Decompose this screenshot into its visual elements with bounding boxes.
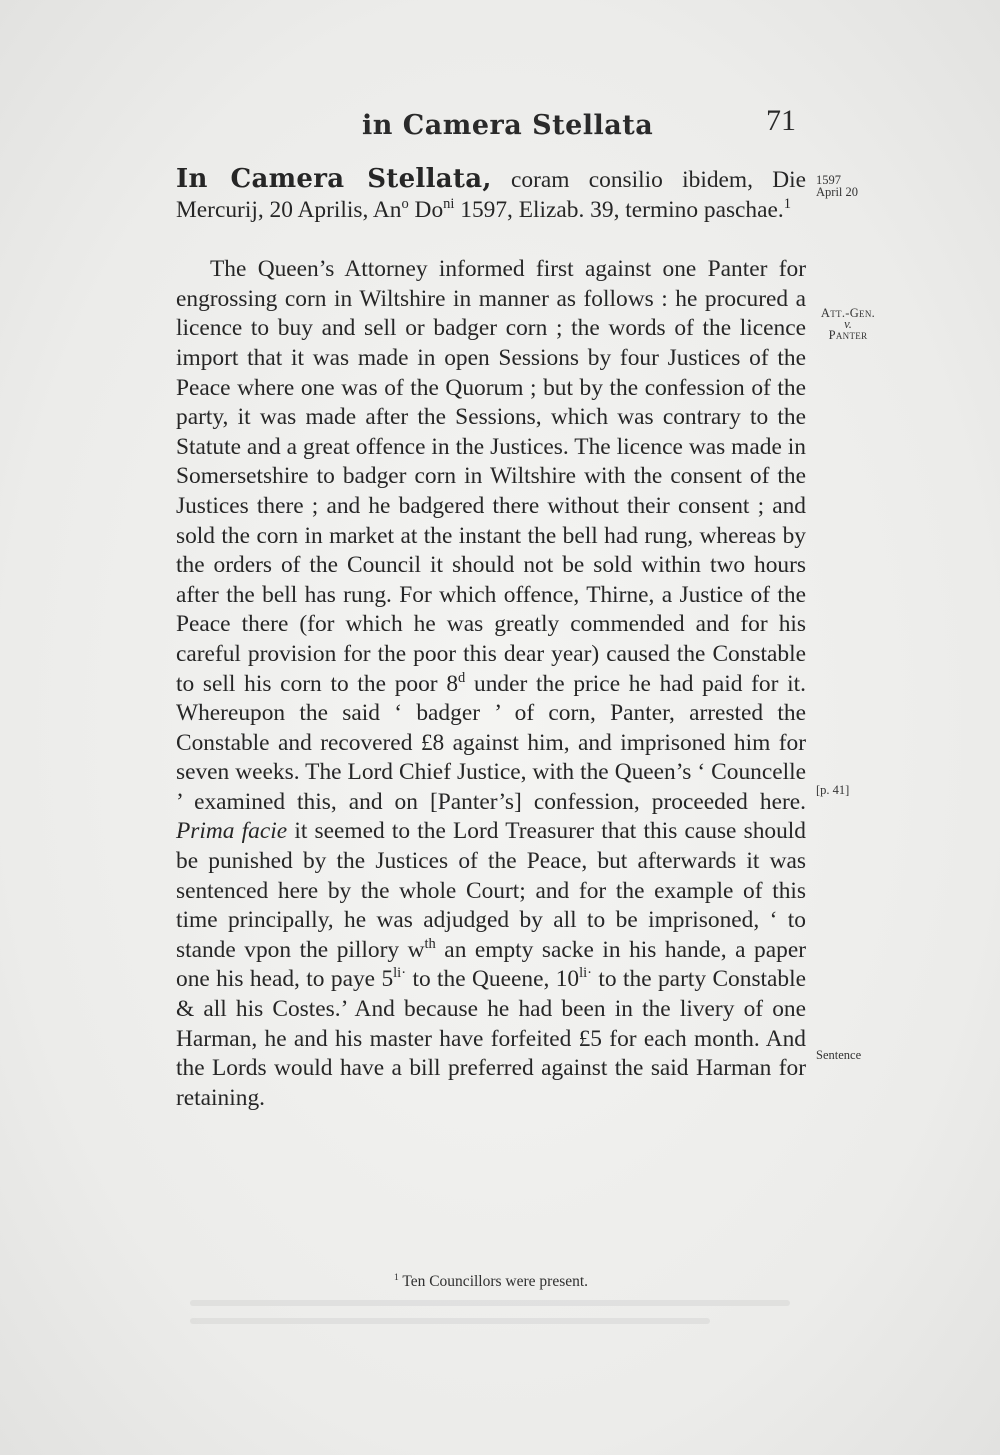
margin-note-sentence: Sentence [816, 1048, 862, 1062]
opening-heading: In Camera Stellata, [176, 164, 492, 194]
paragraph-part-5: to the Queene, 10 [406, 966, 580, 993]
margin-year: 1597 [816, 173, 841, 187]
margin-note-date [816, 173, 858, 199]
paragraph-part-1: The Queen’s Attorney informed first against one Panter for engrossing corn in Wiltshire in manner as follows : he procured a licence to buy and sell or badger corn ; the words of the licence import that it was made in open Sessions by four Justices of the Peace where one was of the Quorum ; but by the confession of the party, it was made after the Sessions, which was contrary to the Statute and a great offence in the Justices. The licence was made in Somersetshire to badger corn in Wiltshire with the consent of the Justices there ; and he badgered there without their consent ; and sold the corn in market at the instant the bell had rung, whereas by the orders of the Council it should not be sold within two hours after the bell has rung. For which offence, Thirne, a Justice of the Peace there (for which he was greatly commended and for his careful provision for the poor this dear year) caused the Constable to sell his corn to the poor 8 [176, 256, 806, 697]
body-text [176, 165, 806, 1113]
margin-case-party-2: Panter [828, 328, 868, 342]
show-through-line [190, 1300, 790, 1306]
opening-text-a: coram consilio ibidem, Die Mercurij, 20 Aprilis, An [176, 167, 806, 223]
paragraph-part-3: it seemed to the Lord Treasurer that this cause should be punished by the Justices of the Peace, but afterwards it was sentenced here by the whole Court; and for the example of this time principally, he was adjudged by all to be imprisoned, ‘ to stande vpon the pillory w [176, 818, 807, 963]
running-head [178, 104, 806, 144]
margin-date: April 20 [816, 185, 859, 199]
with-superscript: th [424, 936, 436, 953]
footnote-mark: 1 [393, 1271, 399, 1283]
paragraph-part-4: an empty sacke in his hande, a paper one his head, to paye 5 [176, 936, 806, 993]
opening-ni-sup: ni [443, 195, 455, 212]
margin-note-page-ref: [p. 41] [816, 783, 850, 797]
paragraph-part-6: to the party Constable & all his Costes.’ And because he had been in the livery of one Harman, he and his master have forfeited £5 for each month. And the Lords would have a bill preferred against the said Harman for retaining. [176, 966, 807, 1111]
page-number: 71 [766, 104, 796, 137]
pounds-superscript-2: li· [579, 965, 592, 982]
footnote-reference-mark: 1 [783, 195, 791, 212]
footnote [176, 1273, 806, 1291]
margin-case-versus: v. [844, 317, 852, 331]
opening-o-sup: o [401, 195, 409, 212]
paragraph-italic: Prima facie [176, 818, 288, 845]
running-title: in Camera Stellata [362, 110, 654, 141]
show-through-line [190, 1318, 710, 1324]
margin-case-party-1: Att.-Gen. [820, 306, 876, 320]
main-paragraph [176, 255, 806, 1113]
pounds-superscript-1: li· [393, 965, 407, 982]
margin-note-case [816, 306, 880, 342]
paragraph-part-2: under the price he had paid for it. Whereupon the said ‘ badger ’ of corn, Panter, arrested the Constable and recovered £8 against him, and imprisoned him for seven weeks. The Lord Chief Justice, with the Queen’s ‘ Councelle ’ examined this, and on [Panter’s] confession, proceeded here. [176, 670, 806, 815]
pence-superscript: d [458, 669, 466, 686]
opening-text-c: 1597, Elizab. 39, termino paschae. [454, 196, 784, 223]
footnote-text: Ten Councillors were present. [398, 1273, 589, 1290]
opening-caption [176, 165, 806, 225]
opening-text-b: Do [408, 196, 444, 223]
